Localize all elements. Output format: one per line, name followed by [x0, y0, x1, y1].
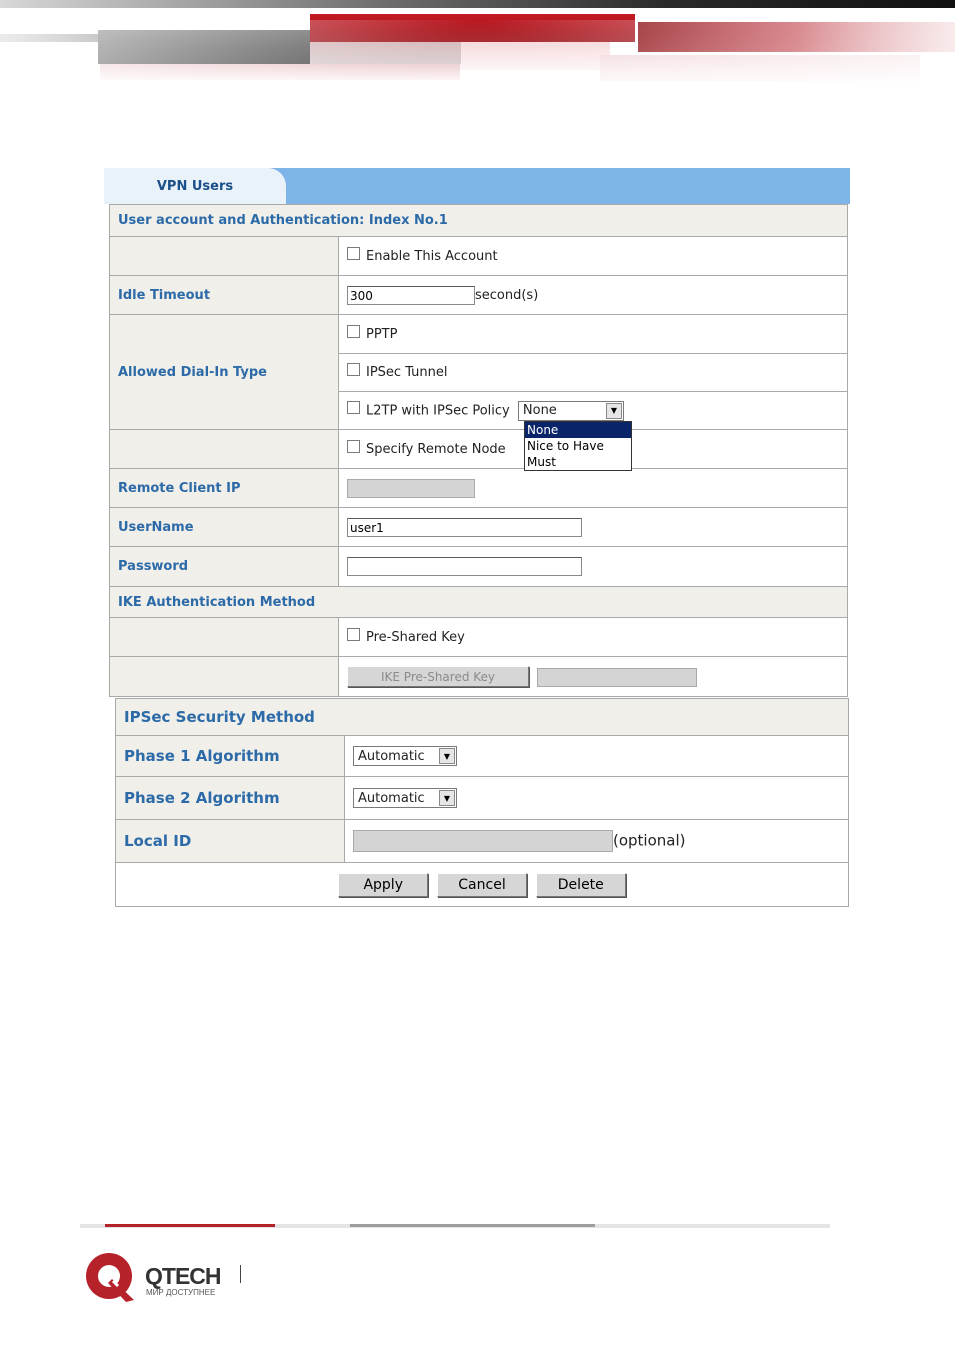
- dropdown-option-must[interactable]: Must: [527, 455, 556, 469]
- l2tp-policy-dropdown: [524, 421, 632, 471]
- blank-label: [110, 237, 339, 276]
- enable-account-checkbox[interactable]: [347, 247, 360, 260]
- delete-button[interactable]: Delete: [536, 873, 626, 897]
- pre-shared-key-label: Pre-Shared Key: [366, 629, 465, 645]
- phase1-select[interactable]: [353, 746, 457, 766]
- dialin-type-label: Allowed Dial-In Type: [110, 315, 339, 430]
- footer-line: [80, 1224, 830, 1228]
- brand-slogan: МИР ДОСТУПНЕЕ: [146, 1288, 216, 1297]
- chevron-down-icon[interactable]: ▼: [439, 748, 455, 764]
- password-input[interactable]: [347, 557, 582, 576]
- l2tp-label: L2TP with IPSec Policy: [366, 403, 510, 418]
- tab-bar: [104, 168, 850, 204]
- local-id-label: Local ID: [116, 820, 345, 863]
- ipsec-tunnel-label: IPSec Tunnel: [366, 365, 448, 380]
- chevron-down-icon[interactable]: ▼: [606, 403, 622, 419]
- idle-timeout-input[interactable]: 300: [347, 286, 475, 305]
- header-banner: [0, 0, 955, 150]
- footer-divider: [240, 1265, 241, 1283]
- phase1-label: Phase 1 Algorithm: [116, 736, 345, 777]
- enable-account-label: Enable This Account: [366, 248, 498, 264]
- action-bar: [116, 863, 849, 907]
- password-label: Password: [110, 547, 339, 587]
- pre-shared-key-checkbox[interactable]: [347, 628, 360, 641]
- ipsec-section-header: IPSec Security Method: [116, 699, 849, 736]
- account-table: [109, 204, 848, 697]
- phase2-label: Phase 2 Algorithm: [116, 777, 345, 820]
- ipsec-table: [115, 698, 849, 907]
- vpn-users-panel: [104, 168, 850, 908]
- local-id-input[interactable]: [353, 830, 613, 852]
- blank-label: [110, 430, 339, 469]
- blank-label: [110, 657, 339, 697]
- idle-timeout-label: Idle Timeout: [110, 276, 339, 315]
- dropdown-option-none[interactable]: None: [525, 422, 631, 438]
- ike-psk-button[interactable]: IKE Pre-Shared Key: [347, 666, 529, 687]
- local-id-hint: (optional): [613, 831, 686, 850]
- chevron-down-icon[interactable]: ▼: [439, 790, 455, 806]
- pptp-checkbox[interactable]: [347, 325, 360, 338]
- apply-button[interactable]: Apply: [338, 873, 428, 897]
- l2tp-checkbox[interactable]: [347, 401, 360, 414]
- idle-timeout-unit: second(s): [475, 287, 539, 303]
- cancel-button[interactable]: Cancel: [437, 873, 527, 897]
- remote-client-ip-input[interactable]: [347, 479, 475, 498]
- ike-psk-input[interactable]: [537, 668, 697, 687]
- tab-vpn-users[interactable]: VPN Users: [104, 168, 286, 204]
- ike-section-header: IKE Authentication Method: [110, 587, 848, 618]
- username-input[interactable]: user1: [347, 518, 582, 537]
- qtech-logo-icon: [82, 1248, 142, 1304]
- remote-node-label: Specify Remote Node: [366, 441, 506, 457]
- phase2-value: Automatic: [358, 790, 425, 806]
- account-section-header: User account and Authentication: Index No.1: [110, 205, 848, 237]
- ipsec-tunnel-checkbox[interactable]: [347, 363, 360, 376]
- pptp-label: PPTP: [366, 326, 398, 342]
- brand-name: QTECH: [145, 1263, 221, 1289]
- l2tp-policy-select[interactable]: [518, 401, 624, 421]
- phase2-select[interactable]: [353, 788, 457, 808]
- remote-node-checkbox[interactable]: [347, 440, 360, 453]
- username-label: UserName: [110, 508, 339, 547]
- blank-label: [110, 618, 339, 657]
- phase1-value: Automatic: [358, 748, 425, 764]
- l2tp-policy-value: None: [522, 403, 557, 418]
- remote-client-ip-label: Remote Client IP: [110, 469, 339, 508]
- dropdown-option-nice-to-have[interactable]: Nice to Have: [527, 439, 604, 453]
